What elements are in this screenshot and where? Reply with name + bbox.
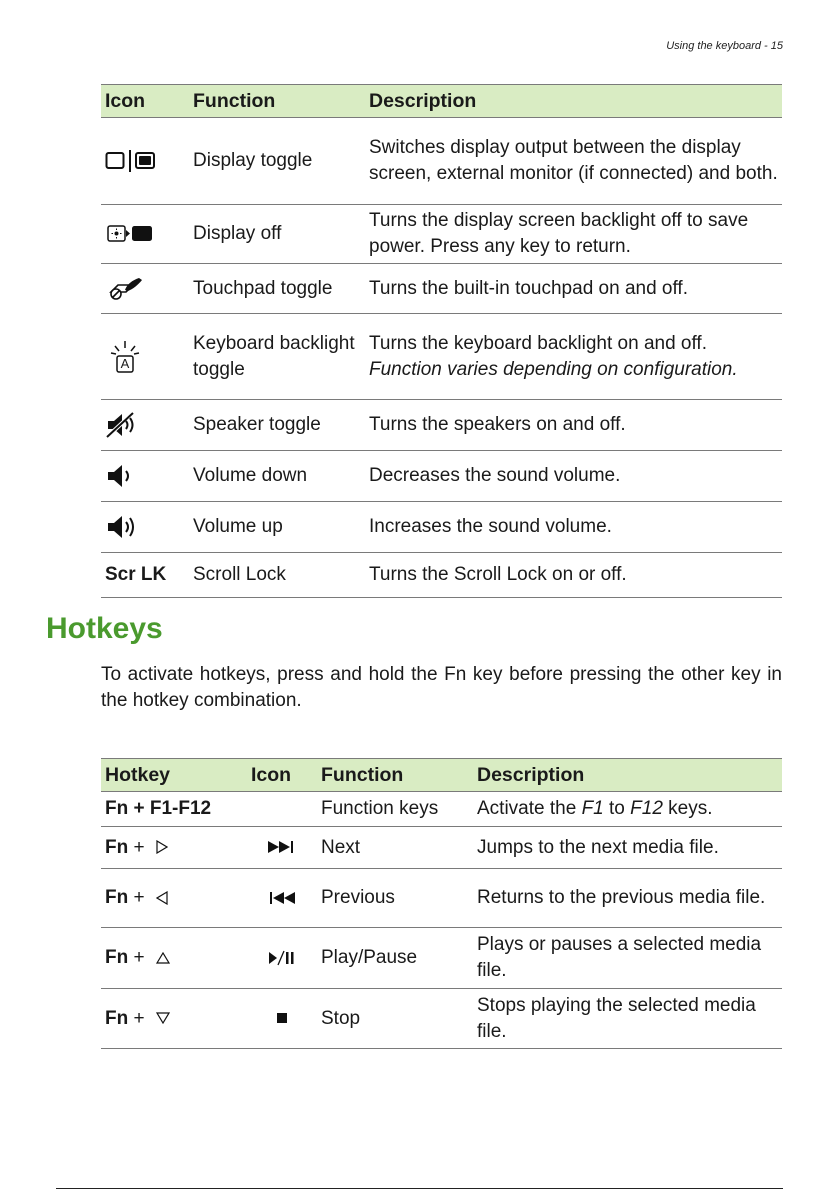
play-pause-icon <box>266 950 298 966</box>
keyboard-backlight-icon: A <box>105 340 145 374</box>
footer-rule <box>56 1188 783 1189</box>
right-arrow-icon <box>156 840 168 854</box>
volume-down-icon <box>105 462 139 490</box>
col-header-description: Description <box>473 759 782 792</box>
table-row: Display toggle Switches display output between the display screen, external monitor (if connected) and both. <box>101 118 782 205</box>
table-row: Touchpad toggle Turns the built-in touchpad on and off. <box>101 264 782 314</box>
col-header-function: Function <box>189 85 365 118</box>
display-off-icon <box>105 224 157 244</box>
section-title-hotkeys: Hotkeys <box>46 612 163 645</box>
down-arrow-icon <box>156 1012 170 1024</box>
table-row: Fn + Previous Returns to the previous media file. <box>101 869 782 928</box>
left-arrow-icon <box>156 891 168 905</box>
speaker-mute-icon <box>105 411 139 439</box>
table-row: Volume up Increases the sound volume. <box>101 502 782 553</box>
col-header-icon: Icon <box>101 85 189 118</box>
stop-icon <box>275 1011 289 1025</box>
display-toggle-icon <box>105 150 157 172</box>
table-row: Speaker toggle Turns the speakers on and off. <box>101 400 782 451</box>
table-row: Fn + F1-F12 Function keys Activate the F1 to F12 keys. <box>101 792 782 827</box>
col-header-icon: Icon <box>247 759 317 792</box>
hotkeys-table <box>101 758 782 1049</box>
hotkeys-intro: To activate hotkeys, press and hold the Fn key before pressing the other key in the hotkey combination. <box>101 664 782 711</box>
function-keys-table <box>101 84 782 598</box>
previous-track-icon <box>266 891 298 905</box>
touchpad-toggle-icon <box>105 276 145 300</box>
table-header-row <box>101 85 782 118</box>
table-row: Volume down Decreases the sound volume. <box>101 451 782 502</box>
table-row: Fn + Stop Stops playing the selected media file. <box>101 989 782 1049</box>
up-arrow-icon <box>156 952 170 964</box>
running-header: Using the keyboard - 15 <box>666 40 783 52</box>
next-track-icon <box>266 840 298 854</box>
col-header-hotkey: Hotkey <box>101 759 247 792</box>
table-row: Scr LK Scroll Lock Turns the Scroll Lock on or off. <box>101 553 782 598</box>
table-row: A Keyboard backlight toggle Turns the keyboard backlight on and off. Function varies depending on configuration. <box>101 314 782 400</box>
table-header-row <box>101 759 782 792</box>
table-row: Fn + Play/Pause Plays or pauses a selected media file. <box>101 928 782 989</box>
volume-up-icon <box>105 513 139 541</box>
col-header-function: Function <box>317 759 473 792</box>
table-row: Display off Turns the display screen backlight off to save power. Press any key to return. <box>101 205 782 264</box>
scroll-lock-key-label: Scr LK <box>101 553 189 598</box>
table-row: Fn + Next Jumps to the next media file. <box>101 827 782 869</box>
col-header-description: Description <box>365 85 782 118</box>
